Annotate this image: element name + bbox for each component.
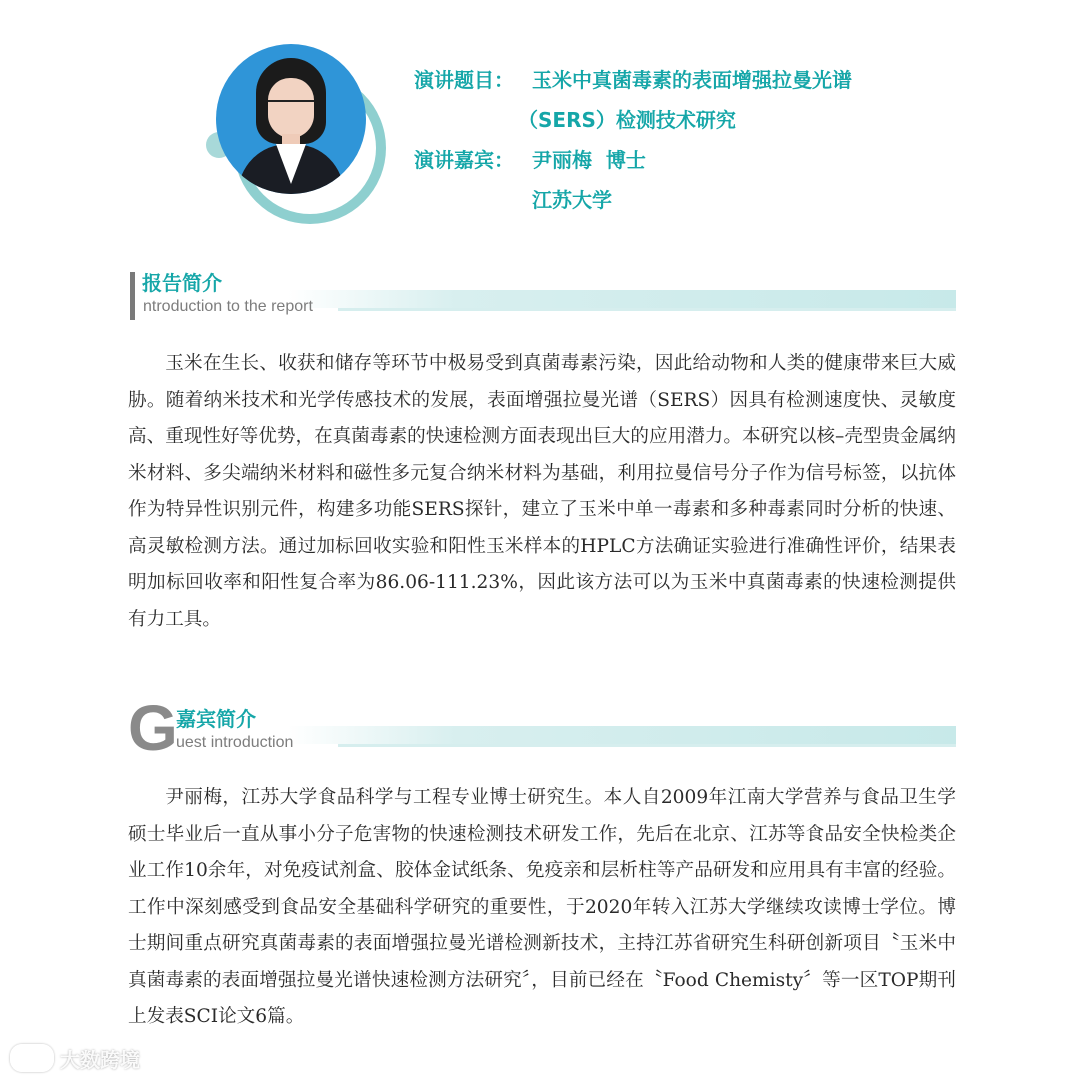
header-stripe [288, 726, 956, 744]
talk-title-label: 演讲题目： [414, 68, 514, 92]
report-zh-title: 报告简介 [142, 271, 222, 295]
report-en-title: ntroduction to the report [143, 298, 313, 315]
talk-title-row [414, 60, 974, 100]
guest-affiliation: 江苏大学 [532, 188, 612, 212]
guest-en-title: uest introduction [176, 734, 294, 751]
talk-title-line2: （SERS）检测技术研究 [518, 108, 736, 132]
watermark-logo-icon [10, 1044, 54, 1072]
guest-section-header [128, 692, 956, 764]
talk-info [414, 60, 974, 220]
section-bar [130, 272, 135, 320]
report-section-header [128, 270, 956, 324]
header-stripe [288, 290, 956, 308]
speaker-portrait [216, 44, 366, 194]
guest-paragraph: 尹丽梅，江苏大学食品科学与工程专业博士研究生。本人自2009年江南大学营养与食品卫生学硕士毕业后一直从事小分子危害物的快速检测技术研发工作，先后在北京、江苏等食品安全快检类企业工作10余年，对免疫试剂盒、胶体金试纸条、免疫亲和层析柱等产品研发和应用具有丰富的经验。工作中深刻感受到食品安全基础科学研究的重要性，于2020年转入江苏大学继续攻读博士学位。博士期间重点研究真菌毒素的表面增强拉曼光谱检测新技术，主持江苏省研究生科研创新项目〝玉米中真菌毒素的表面增强拉曼光谱快速检测方法研究〞，目前已经在〝Food Chemisty〞等一区TOP期刊上发表SCI论文6篇。 [128, 787, 956, 1027]
watermark [10, 1040, 140, 1076]
watermark-text: 大数跨境 [60, 1047, 140, 1072]
header-stripe-line [338, 308, 956, 311]
guest-zh-title: 嘉宾简介 [176, 707, 256, 731]
guest-initial-letter: G [128, 692, 178, 764]
header-stripe-line [338, 744, 956, 747]
guest-label: 演讲嘉宾： [414, 148, 514, 172]
guest-row [414, 140, 974, 180]
guest-name: 尹丽梅 博士 [532, 148, 646, 172]
report-paragraph: 玉米在生长、收获和储存等环节中极易受到真菌毒素污染，因此给动物和人类的健康带来巨大威胁。随着纳米技术和光学传感技术的发展，表面增强拉曼光谱（SERS）因具有检测速度快、灵敏度高、重现性好等优势，在真菌毒素的快速检测方面表现出巨大的应用潜力。本研究以核–壳型贵金属纳米材料、多尖端纳米材料和磁性多元复合纳米材料为基础，利用拉曼信号分子作为信号标签，以抗体作为特异性识别元件，构建多功能SERS探针，建立了玉米中单一毒素和多种毒素同时分析的快速、高灵敏检测方法。通过加标回收实验和阳性玉米样本的HPLC方法确证实验进行准确性评价，结果表明加标回收率和阳性复合率为86.06-111.23%，因此该方法可以为玉米中真菌毒素的快速检测提供有力工具。 [128, 353, 956, 630]
talk-title-line1: 玉米中真菌毒素的表面增强拉曼光谱 [532, 68, 852, 92]
speaker-photo-block [200, 40, 400, 220]
